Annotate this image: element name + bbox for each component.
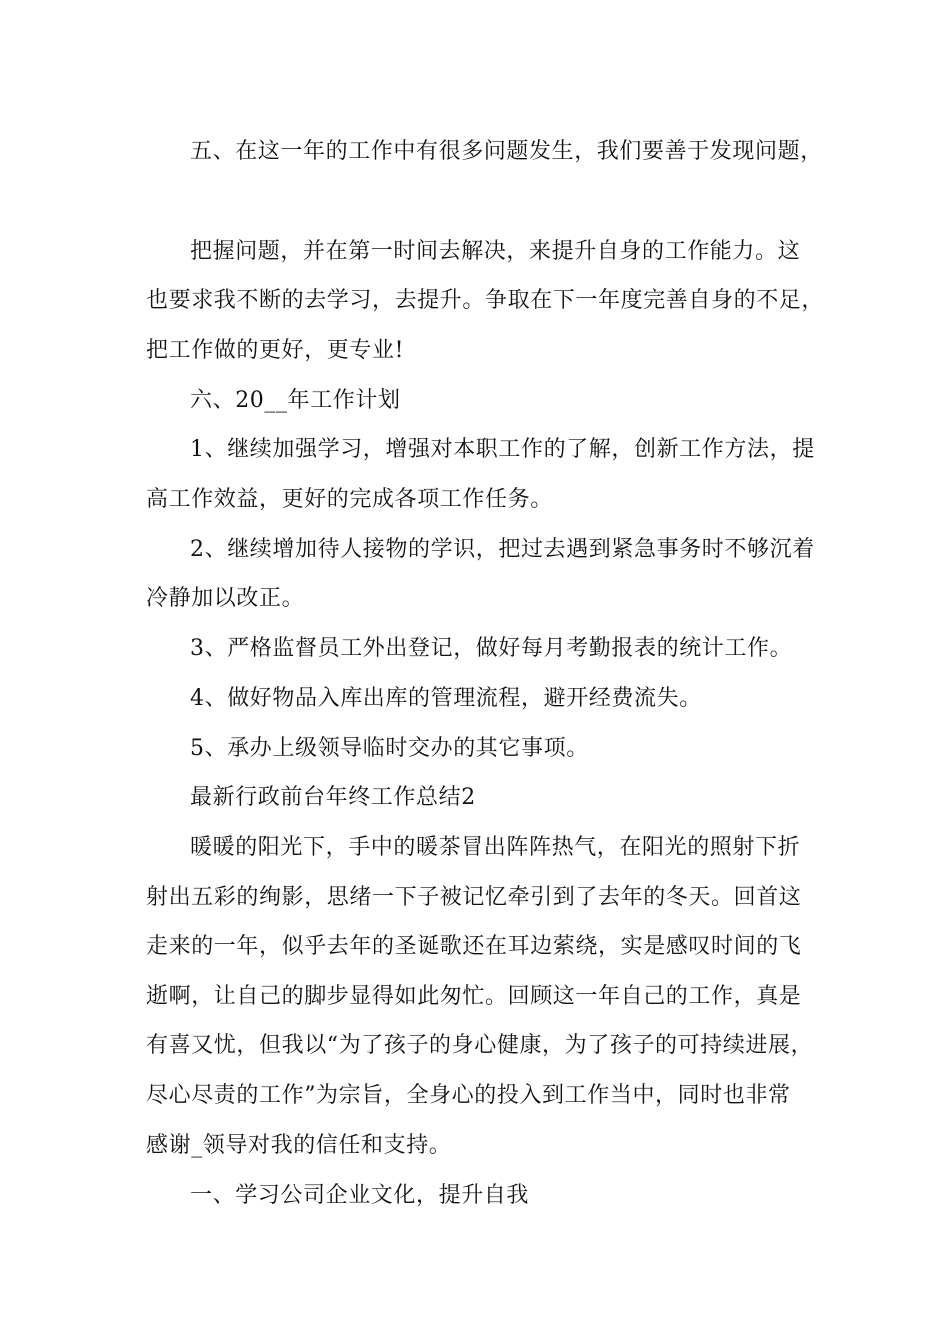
paragraph-line: 把工作做的更好，更专业!: [146, 338, 405, 363]
paragraph-line: 逝啊，让自己的脚步显得如此匆忙。回顾这一年自己的工作，真是: [146, 984, 802, 1009]
list-item: 5、承办上级领导临时交办的其它事项。: [190, 736, 589, 761]
paragraph-line: 五、在这一年的工作中有很多问题发生，我们要善于发现问题，: [190, 139, 823, 164]
list-item-continuation: 冷静加以改正。: [146, 586, 305, 611]
paragraph-line: 也要求我不断的去学习，去提升。争取在下一年度完善自身的不足，: [146, 288, 825, 313]
paragraph-line: 把握问题，并在第一时间去解决，来提升自身的工作能力。这: [190, 239, 801, 264]
list-item: 4、做好物品入库出库的管理流程，避开经费流失。: [190, 686, 702, 711]
list-item-continuation: 高工作效益，更好的完成各项工作任务。: [146, 487, 553, 512]
paragraph-line: 感谢_领导对我的信任和支持。: [146, 1133, 452, 1158]
paragraph-line: 射出五彩的绚影，思绪一下子被记忆牵引到了去年的冬天。回首这: [146, 885, 802, 910]
list-item: 3、严格监督员工外出登记，做好每月考勤报表的统计工作。: [190, 636, 793, 661]
document-title: 最新行政前台年终工作总结2: [190, 785, 476, 810]
paragraph-line: 有喜又忧，但我以“为了孩子的身心健康，为了孩子的可持续进展，: [146, 1033, 814, 1058]
list-item: 2、继续增加待人接物的学识，把过去遇到紧急事务时不够沉着: [190, 537, 815, 562]
section-heading: 六、20__年工作计划: [190, 388, 401, 413]
paragraph-line: 暖暖的阳光下，手中的暖茶冒出阵阵热气，在阳光的照射下折: [190, 835, 801, 860]
section-heading: 一、学习公司企业文化，提升自我: [190, 1183, 530, 1208]
paragraph-line: 尽心尽责的工作”为宗旨，全身心的投入到工作当中，同时也非常: [146, 1083, 791, 1108]
list-item: 1、继续加强学习，增强对本职工作的了解，创新工作方法，提: [190, 437, 815, 462]
paragraph-line: 走来的一年，似乎去年的圣诞歌还在耳边萦绕，实是感叹时间的飞: [146, 934, 802, 959]
